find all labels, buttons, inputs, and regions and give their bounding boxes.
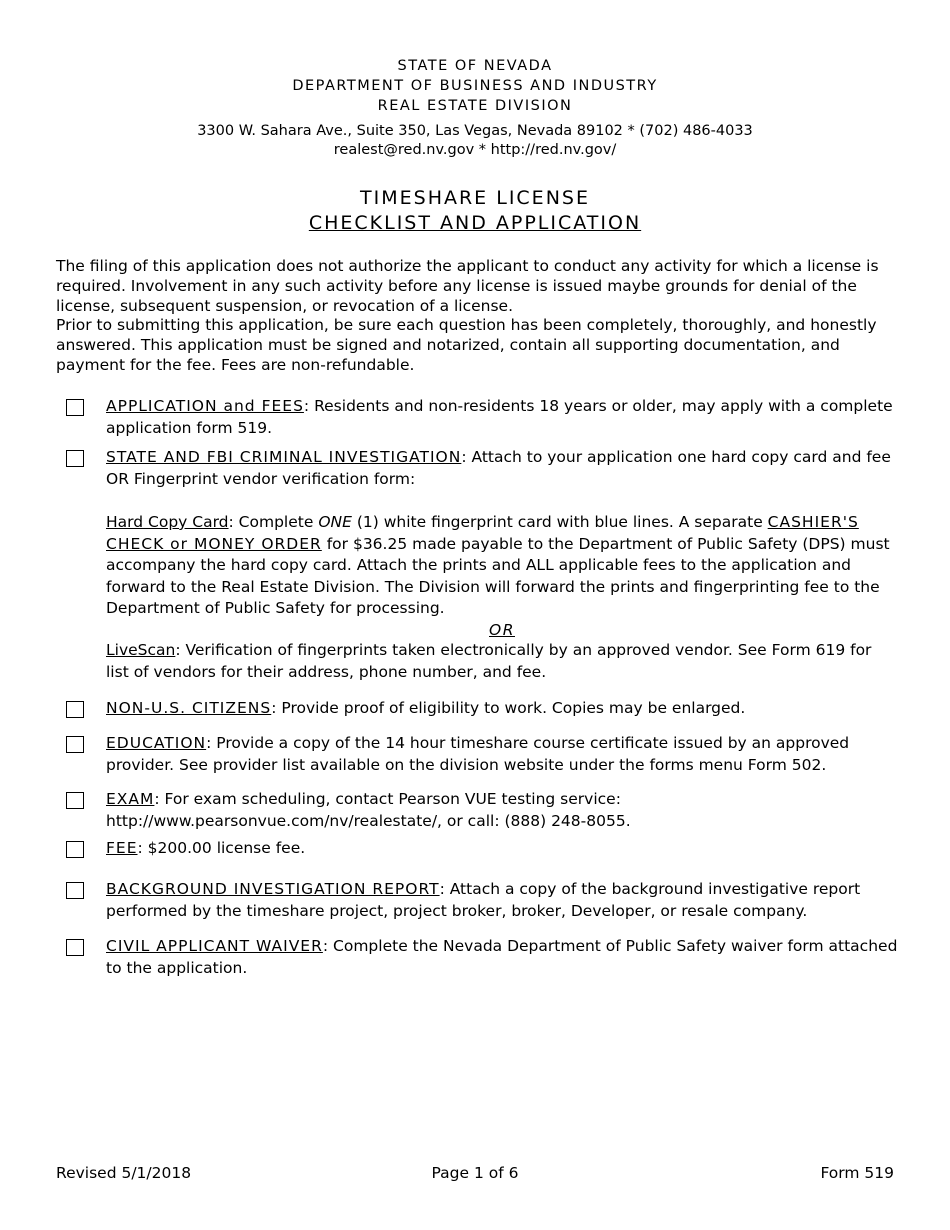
checkbox[interactable] bbox=[66, 841, 84, 858]
hard-copy-text: (1) white fingerprint card with blue lines. A separate bbox=[351, 513, 768, 531]
item-label: STATE AND FBI CRIMINAL INVESTIGATION bbox=[106, 448, 462, 466]
page-title bbox=[0, 186, 950, 236]
checkbox[interactable] bbox=[66, 736, 84, 753]
checkbox[interactable] bbox=[66, 450, 84, 467]
checkbox[interactable] bbox=[66, 701, 84, 718]
intro-paragraph-2: Prior to submitting this application, be sure each question has been completely, thoroughly, and honestly answered. This application must be signed and notarized, contain all supporting documentation, and payment for the fee. Fees are non-refundable. bbox=[56, 316, 877, 374]
item-text: : Provide a copy of the 14 hour timeshare course certificate issued by an approved provider. See provider list available on the division website under the forms menu Form 502. bbox=[106, 734, 850, 774]
revised-date: Revised 5/1/2018 bbox=[56, 1164, 192, 1182]
hard-copy-text: : Complete bbox=[228, 513, 319, 531]
item-text: : Provide proof of eligibility to work. Copies may be enlarged. bbox=[271, 699, 746, 717]
page-number: Page 1 of 6 bbox=[431, 1164, 519, 1182]
intro-text bbox=[56, 257, 896, 376]
hard-copy-card-label: Hard Copy Card bbox=[106, 513, 229, 531]
department-name: DEPARTMENT OF BUSINESS AND INDUSTRY bbox=[292, 78, 658, 94]
checkbox[interactable] bbox=[66, 792, 84, 809]
item-label: EXAM bbox=[106, 790, 155, 808]
intro-paragraph-1: The filing of this application does not authorize the applicant to conduct any activity for which a license is required. Involvement in any such activity before any license is issued maybe grounds for denial of the license, subsequent suspension, or revocation of a license. bbox=[56, 257, 879, 315]
checkbox[interactable] bbox=[66, 882, 84, 899]
agency-header bbox=[0, 56, 950, 160]
hard-copy-one: ONE bbox=[318, 513, 352, 531]
item-text: : Attach to your application one hard copy card and fee OR Fingerprint vendor verification form: bbox=[106, 448, 891, 488]
item-label: APPLICATION and FEES bbox=[106, 397, 304, 415]
checkbox[interactable] bbox=[66, 939, 84, 956]
item-text: : $200.00 license fee. bbox=[137, 839, 306, 857]
or-divider: OR bbox=[489, 621, 515, 639]
agency-address: 3300 W. Sahara Ave., Suite 350, Las Vegas, Nevada 89102 * (702) 486-4033 bbox=[197, 123, 753, 139]
item-label: BACKGROUND INVESTIGATION REPORT bbox=[106, 880, 440, 898]
livescan-label: LiveScan bbox=[106, 641, 176, 659]
cashier-check-label: CASHIER'S CHECK or MONEY ORDER bbox=[106, 513, 859, 553]
item-label: NON-U.S. CITIZENS bbox=[106, 699, 272, 717]
item-label: EDUCATION bbox=[106, 734, 207, 752]
item-text: : Residents and non-residents 18 years or older, may apply with a complete application form 519. bbox=[106, 397, 893, 437]
item-label: FEE bbox=[106, 839, 138, 857]
agency-contact: realest@red.nv.gov * http://red.nv.gov/ bbox=[333, 142, 617, 158]
livescan-text: : Verification of fingerprints taken electronically by an approved vendor. See Form 619 for list of vendors for their address, phone number, and fee. bbox=[106, 641, 872, 681]
hard-copy-text: for $36.25 made payable to the Department of Public Safety (DPS) must accompany the hard copy card. Attach the prints and ALL applicable fees to the application and forward to the Real Estate Division. The Division will forward the prints and fingerprinting fee to the Department of Public Safety for processing. bbox=[106, 534, 890, 617]
title-line-2: CHECKLIST AND APPLICATION bbox=[308, 212, 642, 234]
state-name: STATE OF NEVADA bbox=[397, 58, 553, 74]
item-text: : Attach a copy of the background investigative report performed by the timeshare project, project broker, broker, Developer, or resale company. bbox=[106, 880, 861, 920]
form-number: Form 519 bbox=[820, 1164, 894, 1182]
hard-copy-card-section bbox=[106, 512, 898, 620]
item-label: CIVIL APPLICANT WAIVER bbox=[106, 937, 323, 955]
title-line-1: TIMESHARE LICENSE bbox=[360, 187, 590, 209]
item-text: : For exam scheduling, contact Pearson VUE testing service: http://www.pearsonvue.com/nv/realestate/, or call: (888) 248-8055. bbox=[106, 790, 631, 830]
livescan-section bbox=[106, 640, 898, 683]
item-text: : Complete the Nevada Department of Public Safety waiver form attached to the application. bbox=[106, 937, 898, 977]
division-name: REAL ESTATE DIVISION bbox=[377, 98, 573, 114]
checkbox[interactable] bbox=[66, 399, 84, 416]
